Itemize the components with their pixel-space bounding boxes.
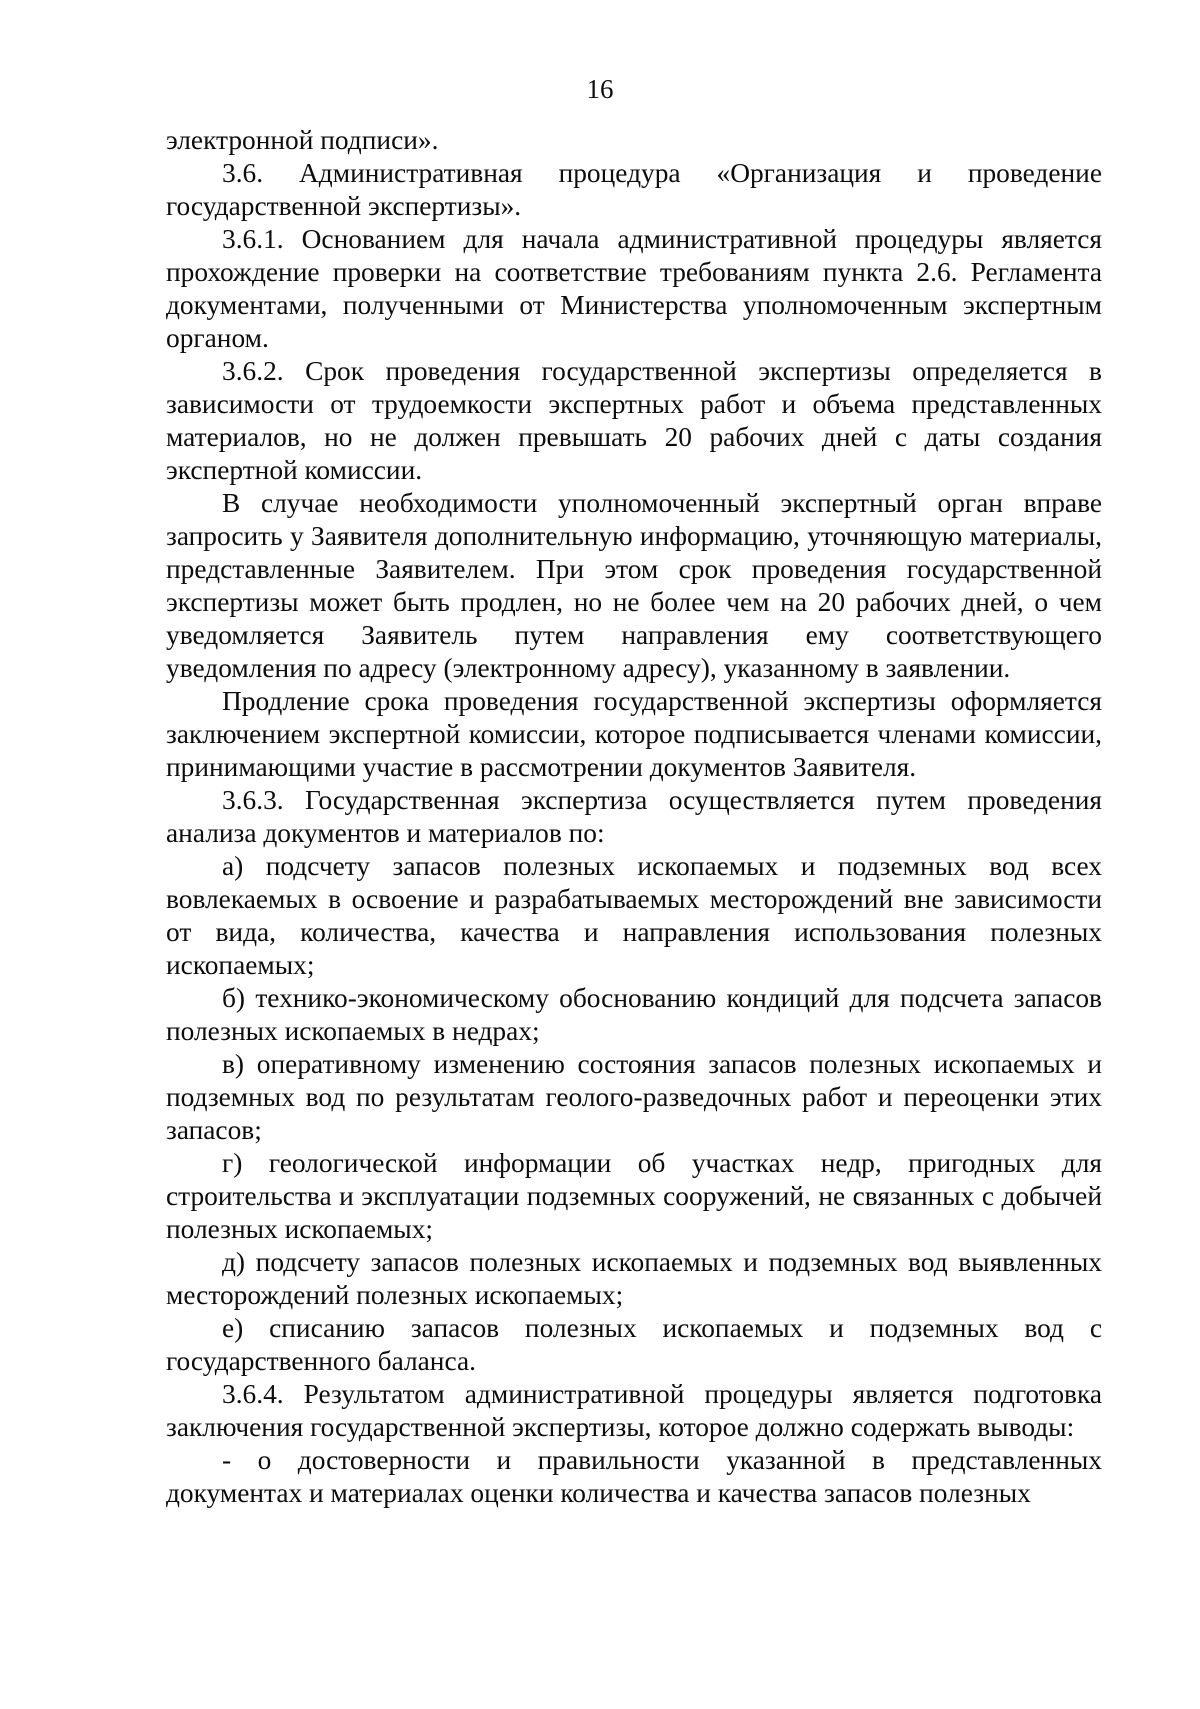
- paragraph-3-6-3: 3.6.3. Государственная экспертиза осуществляется путем проведения анализа документов и материалов по:: [166, 785, 1102, 848]
- page-number: 16: [586, 74, 614, 104]
- list-item-a: а) подсчету запасов полезных ископаемых и подземных вод всех вовлекаемых в освоение и разрабатываемых месторождений вне зависимости от вида, количества, качества и направления использования полезных ископаемых;: [166, 851, 1102, 980]
- paragraph-3-6-4: 3.6.4. Результатом административной процедуры является подготовка заключения государственной экспертизы, которое должно содержать выводы:: [166, 1379, 1102, 1442]
- paragraph-continuation: электронной подписи».: [166, 125, 439, 155]
- list-item-v: в) оперативному изменению состояния запасов полезных ископаемых и подземных вод по результатам геолого-разведочных работ и переоценки этих запасов;: [166, 1049, 1102, 1145]
- document-body: [166, 124, 1102, 1510]
- paragraph-3-6-1: 3.6.1. Основанием для начала административной процедуры является прохождение проверки на соответствие требованиям пункта 2.6. Регламента документами, полученными от Министерства уполномоченным экспертным органом.: [166, 224, 1102, 353]
- conclusion-item: - о достоверности и правильности указанной в представленных документах и материалах оценки количества и качества запасов полезных: [166, 1445, 1102, 1508]
- list-item-g: г) геологической информации об участках недр, пригодных для строительства и эксплуатации подземных сооружений, не связанных с добычей полезных ископаемых;: [166, 1148, 1102, 1244]
- paragraph-additional-info: В случае необходимости уполномоченный экспертный орган вправе запросить у Заявителя дополнительную информацию, уточняющую материалы, представленные Заявителем. При этом срок проведения государственной экспертизы может быть продлен, но не более чем на 20 рабочих дней, о чем уведомляется Заявитель путем направления ему соответствующего уведомления по адресу (электронному адресу), указанному в заявлении.: [166, 488, 1102, 683]
- list-item-e: е) списанию запасов полезных ископаемых и подземных вод с государственного баланса.: [166, 1313, 1102, 1376]
- paragraph-extension: Продление срока проведения государственной экспертизы оформляется заключением экспертной комиссии, которое подписывается членами комиссии, принимающими участие в рассмотрении документов Заявителя.: [166, 686, 1102, 782]
- paragraph-3-6-2: 3.6.2. Срок проведения государственной экспертизы определяется в зависимости от трудоемкости экспертных работ и объема представленных материалов, но не должен превышать 20 рабочих дней с даты создания экспертной комиссии.: [166, 356, 1102, 485]
- paragraph-3-6: 3.6. Административная процедура «Организация и проведение государственной экспертизы».: [166, 158, 1102, 221]
- list-item-b: б) технико-экономическому обоснованию кондиций для подсчета запасов полезных ископаемых в недрах;: [166, 983, 1102, 1046]
- list-item-d: д) подсчету запасов полезных ископаемых и подземных вод выявленных месторождений полезных ископаемых;: [166, 1247, 1102, 1310]
